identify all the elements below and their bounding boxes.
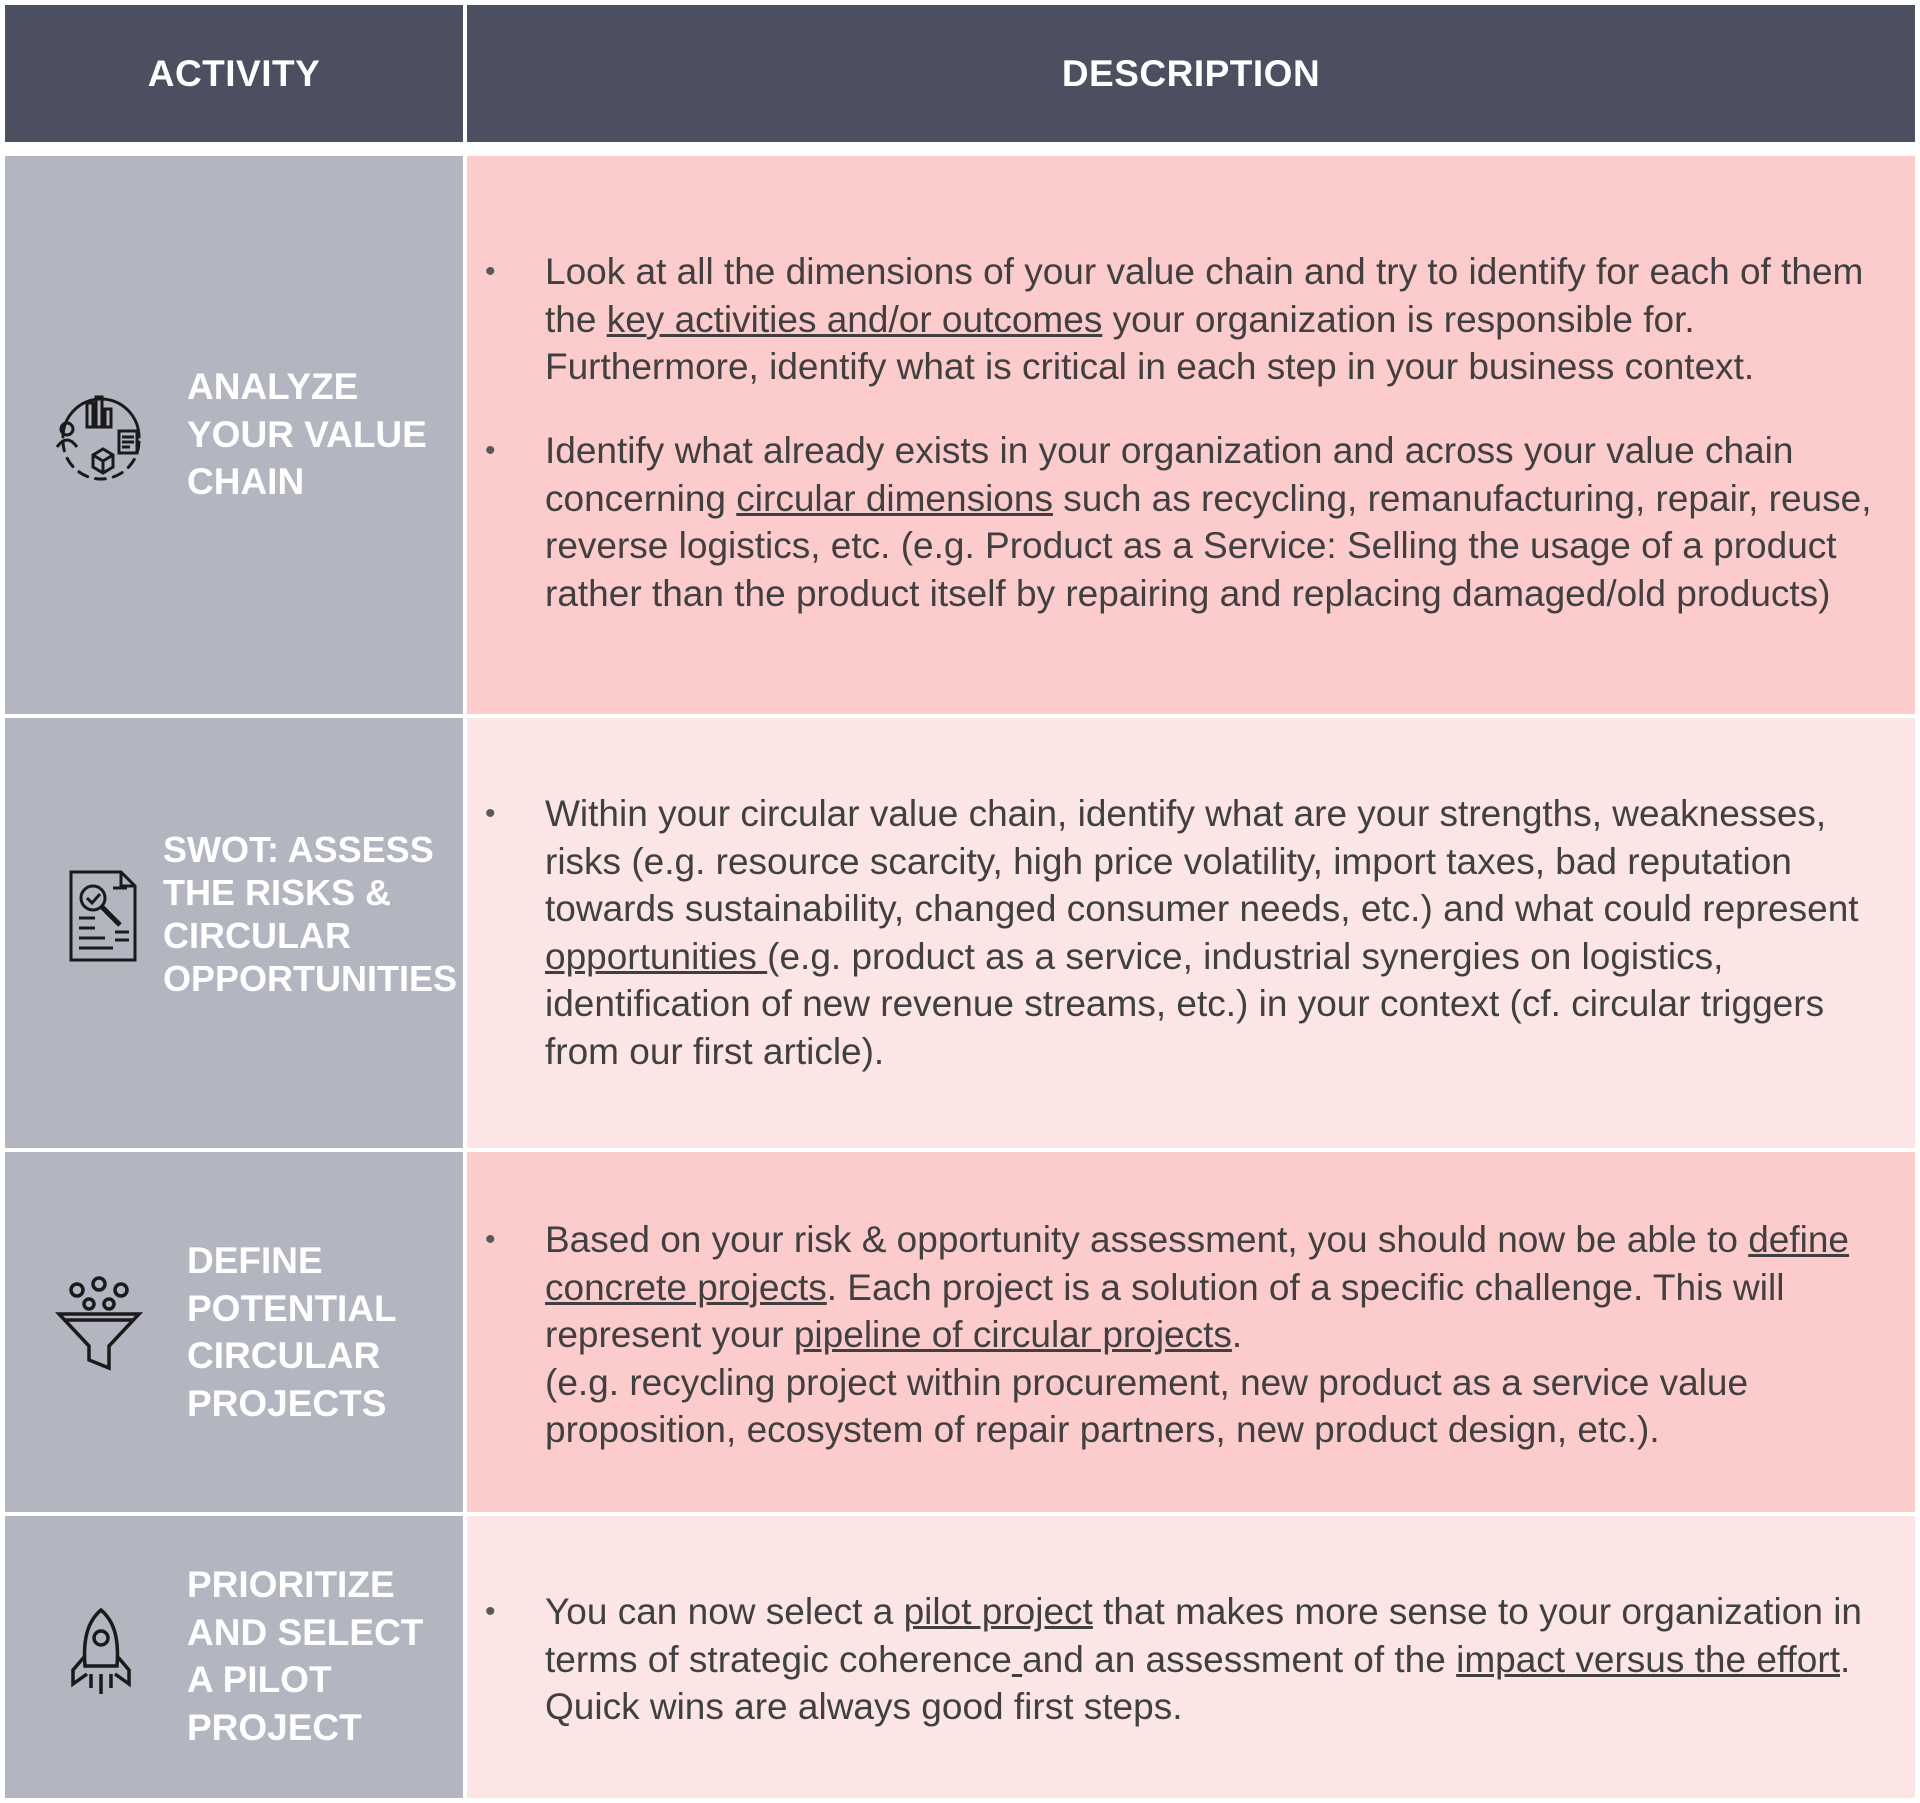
risk-report-icon <box>53 866 153 966</box>
emphasized-term: circular dimensions <box>736 477 1053 519</box>
funnel-icon <box>49 1274 149 1374</box>
rocket-icon <box>51 1604 151 1704</box>
emphasized-term: define <box>1748 1219 1849 1260</box>
bullet-line: represent your pipeline of circular projects. <box>545 1314 1243 1355</box>
activity-label: PRIORITIZE AND SELECT A PILOT PROJECT <box>187 1564 424 1748</box>
bullet-dot: • <box>485 434 496 467</box>
bullet-line: from our first article). <box>545 1030 885 1072</box>
bullet-text <box>545 427 1915 617</box>
emphasized-term: concrete projects <box>545 1266 827 1308</box>
description-column-header: DESCRIPTION <box>467 5 1915 142</box>
bullet-line: risks (e.g. resource scarcity, high price volatility, import taxes, bad reputation <box>545 840 1792 882</box>
activity-label: ANALYZE YOUR VALUE CHAIN <box>187 366 427 502</box>
bullet-line: (e.g. recycling project within procurement, new product as a service value <box>545 1361 1749 1403</box>
activity-column-header: ACTIVITY <box>5 5 463 142</box>
bullet-line: reverse logistics, etc. (e.g. Product as a Service: Selling the usage of a product <box>545 525 1837 566</box>
description-cell-define <box>467 1152 1915 1512</box>
bullet-line: Furthermore, identify what is critical in each step in your business context. <box>545 346 1755 387</box>
emphasized-term: key activities and/or outcomes <box>606 298 1103 340</box>
activity-cell-swot <box>5 718 463 1148</box>
bullet-line: towards sustainability, changed consumer needs, etc.) and what could represent <box>545 888 1859 929</box>
bullet-line: Look at all the dimensions of your value chain and try to identify for each of them <box>545 251 1864 292</box>
bullet-line: Within your circular value chain, identify what are your strengths, weaknesses, <box>545 793 1827 834</box>
activity-cell-prioritize <box>5 1516 463 1798</box>
emphasized-term: pipeline of circular projects <box>793 1314 1232 1355</box>
bullet-line: identification of new revenue streams, etc.) in your context (cf. circular triggers <box>545 983 1825 1024</box>
activity-cell-analyze <box>5 156 463 714</box>
emphasized-term: pilot project <box>903 1591 1093 1632</box>
bullet-line: proposition, ecosystem of repair partners, new product design, etc.). <box>545 1409 1660 1450</box>
emphasized-term <box>1012 1639 1022 1680</box>
bullet-dot: • <box>485 255 496 288</box>
bullet-line: You can now select a pilot project that makes more sense to your organization in <box>545 1591 1863 1632</box>
description-cell-analyze <box>467 156 1915 714</box>
bullet-line: terms of strategic coherence and an assessment of the impact versus the effort. <box>545 1638 1851 1680</box>
value-chain-icon <box>51 389 151 489</box>
description-cell-prioritize <box>467 1516 1915 1798</box>
emphasized-term: opportunities <box>545 935 768 977</box>
activity-label: DEFINE POTENTIAL CIRCULAR PROJECTS <box>187 1240 397 1424</box>
bullet-text <box>545 1216 1915 1454</box>
bullet-dot: • <box>485 1595 496 1628</box>
bullet-line: concrete projects. Each project is a solution of a specific challenge. This will <box>545 1266 1785 1308</box>
bullet-text <box>545 248 1915 391</box>
bullet-line: concerning circular dimensions such as recycling, remanufacturing, repair, reuse, <box>545 477 1872 519</box>
bullet-line: Identify what already exists in your organization and across your value chain <box>545 430 1794 471</box>
activity-label: SWOT: ASSESS THE RISKS & CIRCULAR OPPORTUNITIES <box>163 829 458 999</box>
bullet-dot: • <box>485 797 496 830</box>
activity-cell-define <box>5 1152 463 1512</box>
bullet-line: Based on your risk & opportunity assessment, you should now be able to define <box>545 1219 1849 1260</box>
bullet-line: the key activities and/or outcomes your organization is responsible for. <box>545 298 1695 340</box>
bullet-line: opportunities (e.g. product as a service, industrial synergies on logistics, <box>545 935 1724 977</box>
bullet-text <box>545 790 1915 1075</box>
bullet-text <box>545 1588 1915 1731</box>
emphasized-term: impact versus the effort <box>1456 1638 1840 1680</box>
bullet-dot: • <box>485 1223 496 1256</box>
description-cell-swot <box>467 718 1915 1148</box>
bullet-line: Quick wins are always good first steps. <box>545 1686 1183 1727</box>
bullet-line: rather than the product itself by repairing and replacing damaged/old products) <box>545 572 1831 614</box>
